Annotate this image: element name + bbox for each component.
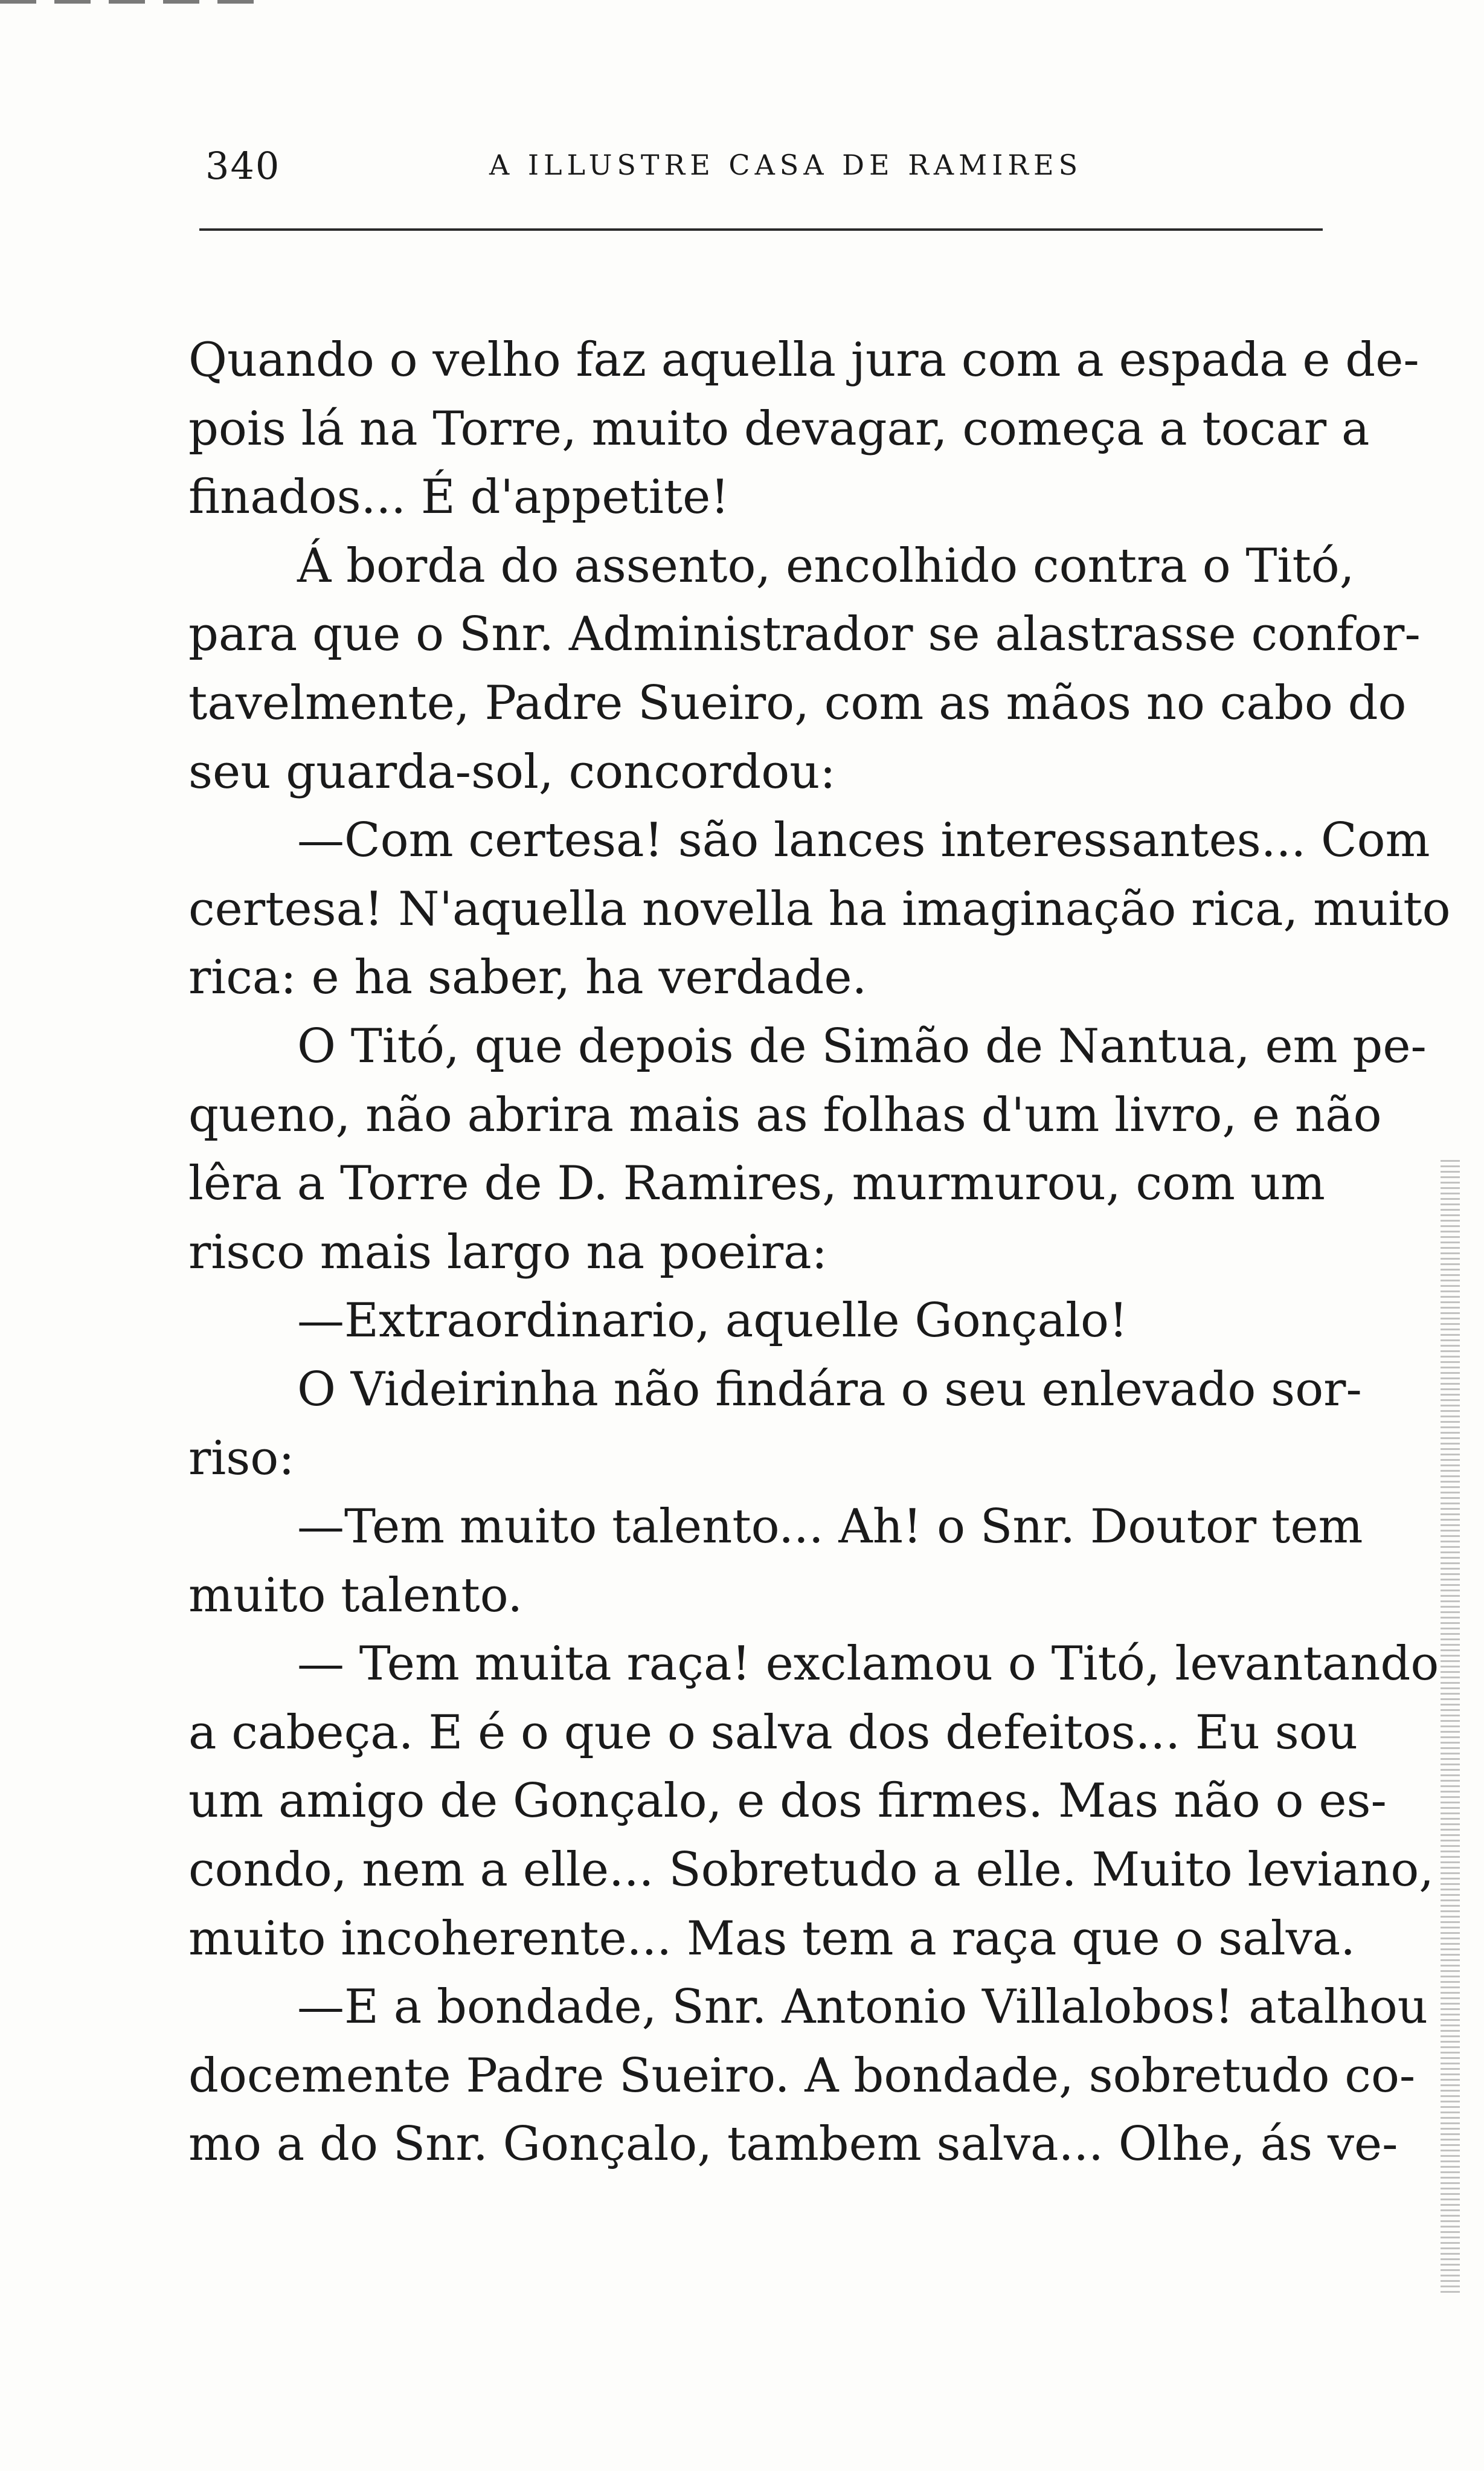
body-text	[188, 326, 1451, 2179]
text-line: lêra a Torre de D. Ramires, murmurou, com um	[188, 1156, 1326, 1211]
text-line: Quando o velho faz aquella jura com a espada e de-	[188, 333, 1419, 387]
text-line: um amigo de Gonçalo, e dos firmes. Mas não o es-	[188, 1774, 1387, 1829]
text-line: O Titó, que depois de Simão de Nantua, em pe-	[297, 1019, 1427, 1074]
text-line: para que o Snr. Administrador se alastrasse confor-	[188, 607, 1421, 662]
page-number: 340	[205, 144, 281, 188]
text-line: O Videirinha não findára o seu enlevado sor-	[297, 1362, 1362, 1417]
text-line: —Tem muito talento... Ah! o Snr. Doutor tem	[297, 1500, 1363, 1554]
text-line: a cabeça. E é o que o salva dos defeitos... Eu sou	[188, 1705, 1358, 1760]
running-title: A ILLUSTRE CASA DE RAMIRES	[489, 149, 1083, 181]
text-line: muito incoherente... Mas tem a raça que o salva.	[188, 1911, 1356, 1966]
text-line: mo a do Snr. Gonçalo, tambem salva... Olhe, ás ve-	[188, 2117, 1398, 2172]
text-line: Á borda do assento, encolhido contra o Titó,	[297, 538, 1355, 593]
text-line: —E a bondade, Snr. Antonio Villalobos! atalhou	[297, 1980, 1428, 2035]
text-line: —Extraordinario, aquelle Gonçalo!	[297, 1293, 1128, 1348]
text-line: riso:	[188, 1431, 295, 1486]
scan-edge-mark	[0, 0, 260, 4]
text-line: pois lá na Torre, muito devagar, começa a tocar a	[188, 401, 1370, 456]
text-line: muito talento.	[188, 1568, 523, 1623]
text-line: queno, não abrira mais as folhas d'um livro, e não	[188, 1087, 1382, 1142]
text-line: tavelmente, Padre Sueiro, com as mãos no cabo do	[188, 675, 1407, 730]
text-line: — Tem muita raça! exclamou o Titó, levantando	[297, 1637, 1439, 1692]
page-edge-noise	[1441, 1160, 1460, 2296]
text-line: rica: e ha saber, ha verdade.	[188, 950, 867, 1005]
page-header	[205, 138, 1323, 192]
header-rule	[199, 228, 1323, 231]
text-line: —Com certesa! são lances interessantes... Com	[297, 813, 1430, 868]
text-line: finados... É d'appetite!	[188, 470, 730, 525]
text-line: condo, nem a elle... Sobretudo a elle. Muito leviano,	[188, 1843, 1434, 1898]
text-line: risco mais largo na poeira:	[188, 1225, 827, 1280]
text-line: certesa! N'aquella novella ha imaginação rica, muito	[188, 881, 1451, 936]
text-line: docemente Padre Sueiro. A bondade, sobretudo co-	[188, 2048, 1416, 2103]
text-line: seu guarda-sol, concordou:	[188, 744, 836, 799]
